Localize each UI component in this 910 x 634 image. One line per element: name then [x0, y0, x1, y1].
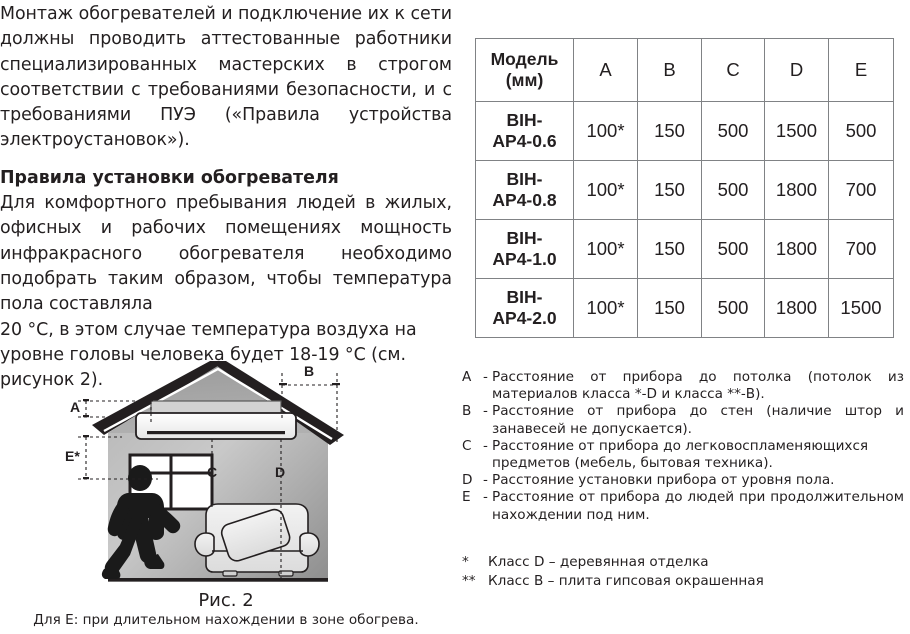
table-cell-b: 150: [638, 102, 702, 161]
legend-text-d: Расстояние установки прибора от уровня пола.: [492, 472, 835, 489]
legend-item: [462, 472, 904, 489]
table-cell-c: 500: [702, 161, 765, 220]
note-key-single-asterisk: *: [462, 554, 469, 570]
legend-key-b: B: [462, 403, 472, 420]
spec-table-container: [475, 38, 894, 338]
figure-caption: Рис. 2: [198, 590, 254, 611]
table-row: [476, 220, 894, 279]
table-cell-a: 100*: [574, 220, 638, 279]
legend-key-a: A: [462, 369, 472, 385]
table-cell-a: 100*: [574, 102, 638, 161]
class-notes: [462, 553, 904, 591]
legend-key-e: E: [462, 489, 471, 506]
legend-key-d: D: [462, 472, 473, 489]
table-header-model-line2: (мм): [505, 70, 544, 90]
legend-dash: -: [483, 472, 488, 489]
model-line1: BIH-: [506, 169, 543, 189]
model-line1: BIH-: [506, 110, 543, 130]
note-text-class-b: Класс B – плита гипсовая окрашенная: [488, 573, 764, 589]
table-cell-b: 150: [638, 279, 702, 338]
dimension-label-e: E*: [65, 448, 80, 464]
legend-dash: -: [483, 403, 488, 420]
table-cell-e: 500: [829, 102, 894, 161]
table-cell-model: [476, 102, 574, 161]
table-row: [476, 161, 894, 220]
dimension-label-d: D: [275, 464, 286, 480]
table-header-row: [476, 39, 894, 102]
section-heading: Правила установки обогревателя: [0, 167, 339, 188]
floor-line: [108, 578, 328, 582]
legend-item: [462, 369, 904, 403]
table-header-e: E: [829, 39, 894, 102]
legend-dash: -: [483, 369, 488, 385]
table-row: [476, 279, 894, 338]
table-cell-d: 1800: [765, 279, 829, 338]
legend-text-c: Расстояние от прибора до легковоспламеняющихся предметов (мебель, бытовая техника).: [492, 437, 869, 472]
table-cell-e: 700: [829, 161, 894, 220]
legend-item: [462, 438, 904, 472]
table-cell-c: 500: [702, 102, 765, 161]
table-row: [476, 102, 894, 161]
table-header-model: [476, 39, 574, 102]
table-header-b: B: [638, 39, 702, 102]
table-cell-model: [476, 279, 574, 338]
note-text-class-d: Класс D – деревянная отделка: [488, 554, 709, 570]
legend-text-b: Расстояние от прибора до стен (наличие штор и занавесей не допускается).: [492, 403, 904, 437]
legend-dash: -: [483, 489, 488, 506]
model-line1: BIH-: [506, 287, 543, 307]
note-item: [462, 572, 904, 591]
table-cell-d: 1500: [765, 102, 829, 161]
table-cell-d: 1800: [765, 161, 829, 220]
legend-item: [462, 403, 904, 437]
note-item: [462, 553, 904, 572]
model-line1: BIH-: [506, 228, 543, 248]
dimension-legend: [462, 369, 904, 524]
model-line2: AP4-1.0: [492, 249, 557, 269]
table-header-c: C: [702, 39, 765, 102]
intro-paragraph: Монтаж обогревателей и подключение их к сети должны проводить аттестованные работники специализированных мастерских в строгом соответствии с требованиями безопасности, и с требованиями ПУЭ («Правила устройства электроустановок»).: [0, 4, 452, 151]
note-key-double-asterisk: **: [462, 573, 476, 589]
legend-key-c: C: [462, 437, 472, 454]
installation-paragraph: Для комфортного пребывания людей в жилых, офисных и рабочих помещениях мощность инфракрасного обогревателя необходимо подобрать таким образом, чтобы температура пола составляла: [0, 193, 452, 315]
table-header-d: D: [765, 39, 829, 102]
sofa: [195, 504, 319, 576]
legend-text-e: Расстояние от прибора до людей при продолжительном нахождении под ним.: [492, 489, 904, 523]
table-cell-model: [476, 220, 574, 279]
figure-subcaption: Для Е: при длительном нахождении в зоне обогрева.: [33, 612, 419, 628]
table-cell-d: 1800: [765, 220, 829, 279]
table-cell-model: [476, 161, 574, 220]
table-header-a: A: [574, 39, 638, 102]
legend-dash: -: [483, 437, 488, 454]
table-cell-c: 500: [702, 279, 765, 338]
table-header-model-line1: Модель: [490, 49, 559, 69]
infrared-heater: [136, 413, 296, 439]
table-cell-e: 1500: [829, 279, 894, 338]
dimension-label-c: C: [207, 464, 218, 480]
legend-item: [462, 489, 904, 523]
model-line2: AP4-0.6: [492, 131, 557, 151]
model-line2: AP4-2.0: [492, 308, 557, 328]
left-text-column: [0, 2, 452, 393]
table-cell-b: 150: [638, 220, 702, 279]
table-cell-a: 100*: [574, 161, 638, 220]
table-cell-b: 150: [638, 161, 702, 220]
temperature-paragraph: 20 °C, в этом случае температура воздуха на уровне головы человека будет 18-19 °C (см. рисунок 2).: [0, 319, 417, 391]
dimension-label-b: B: [304, 363, 315, 379]
dimension-label-a: A: [70, 399, 81, 415]
table-cell-c: 500: [702, 220, 765, 279]
table-cell-e: 700: [829, 220, 894, 279]
legend-text-a: Расстояние от прибора до потолка (потолок из материалов класса *-D и класса **-B).: [492, 369, 904, 403]
table-cell-a: 100*: [574, 279, 638, 338]
model-line2: AP4-0.8: [492, 190, 557, 210]
dimensions-table: [475, 38, 894, 338]
